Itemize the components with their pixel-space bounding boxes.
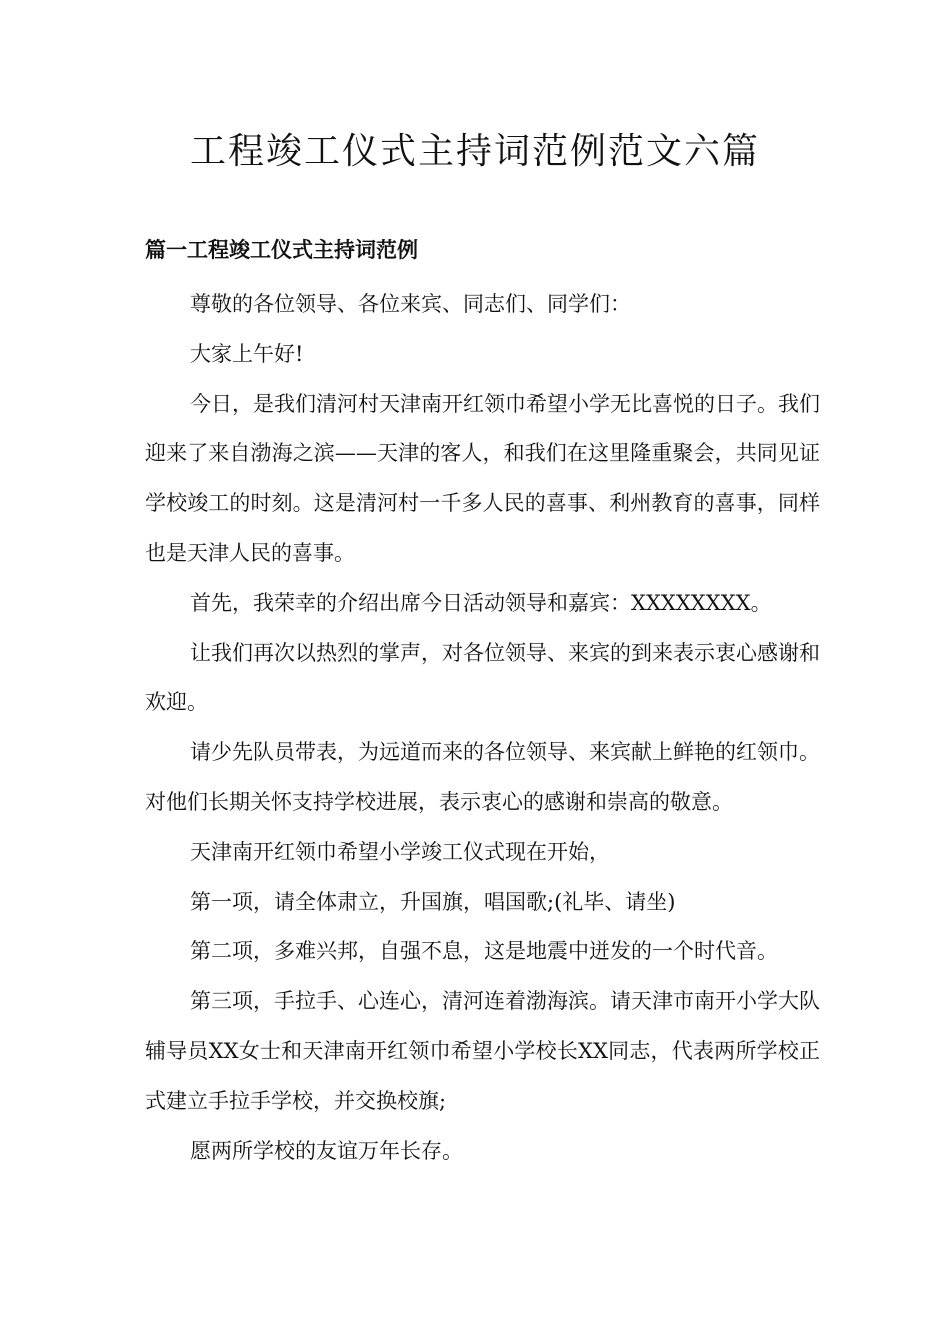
paragraph-red-scarves: 请少先队员带表，为远道而来的各位领导、来宾献上鲜艳的红领巾。对他们长期关怀支持学校进展，表示衷心的感谢和崇高的敬意。 [145,740,820,814]
document-title: 工程竣工仪式主持词范例范文六篇 [189,131,760,172]
paragraph-opening: 今日，是我们清河村天津南开红领巾希望小学无比喜悦的日子。我们迎来了来自渤海之滨——天津的客人，和我们在这里隆重聚会，共同见证学校竣工的时刻。这是清河村一千多人民的喜事、利州教育的喜事，同样也是天津人民的喜事。 [145,391,820,565]
paragraph-good-morning: 大家上午好! [190,341,304,366]
paragraph-item-one: 第一项，请全体肃立，升国旗，唱国歌;(礼毕、请坐) [190,889,676,914]
paragraph-friendship: 愿两所学校的友谊万年长存。 [190,1138,463,1163]
paragraph-applause: 让我们再次以热烈的掌声，对各位领导、来宾的到来表示衷心感谢和欢迎。 [145,640,820,715]
section-heading: 篇一工程竣工仪式主持词范例 [145,237,418,262]
paragraph-item-three: 第三项，手拉手、心连心，清河连着渤海滨。请天津市南开小学大队辅导员XX女士和天津南开红领巾希望小学校长XX同志，代表两所学校正式建立手拉手学校，并交换校旗; [145,989,820,1113]
paragraph-item-two: 第二项，多难兴邦，自强不息，这是地震中迸发的一个时代音。 [190,939,778,964]
document-body [145,280,820,1176]
paragraph-guests-intro: 首先，我荣幸的介绍出席今日活动领导和嘉宾：XXXXXXXX。 [190,590,772,615]
paragraph-greeting: 尊敬的各位领导、各位来宾、同志们、同学们： [190,292,631,316]
paragraph-ceremony-start: 天津南开红领巾希望小学竣工仪式现在开始， [190,839,610,864]
